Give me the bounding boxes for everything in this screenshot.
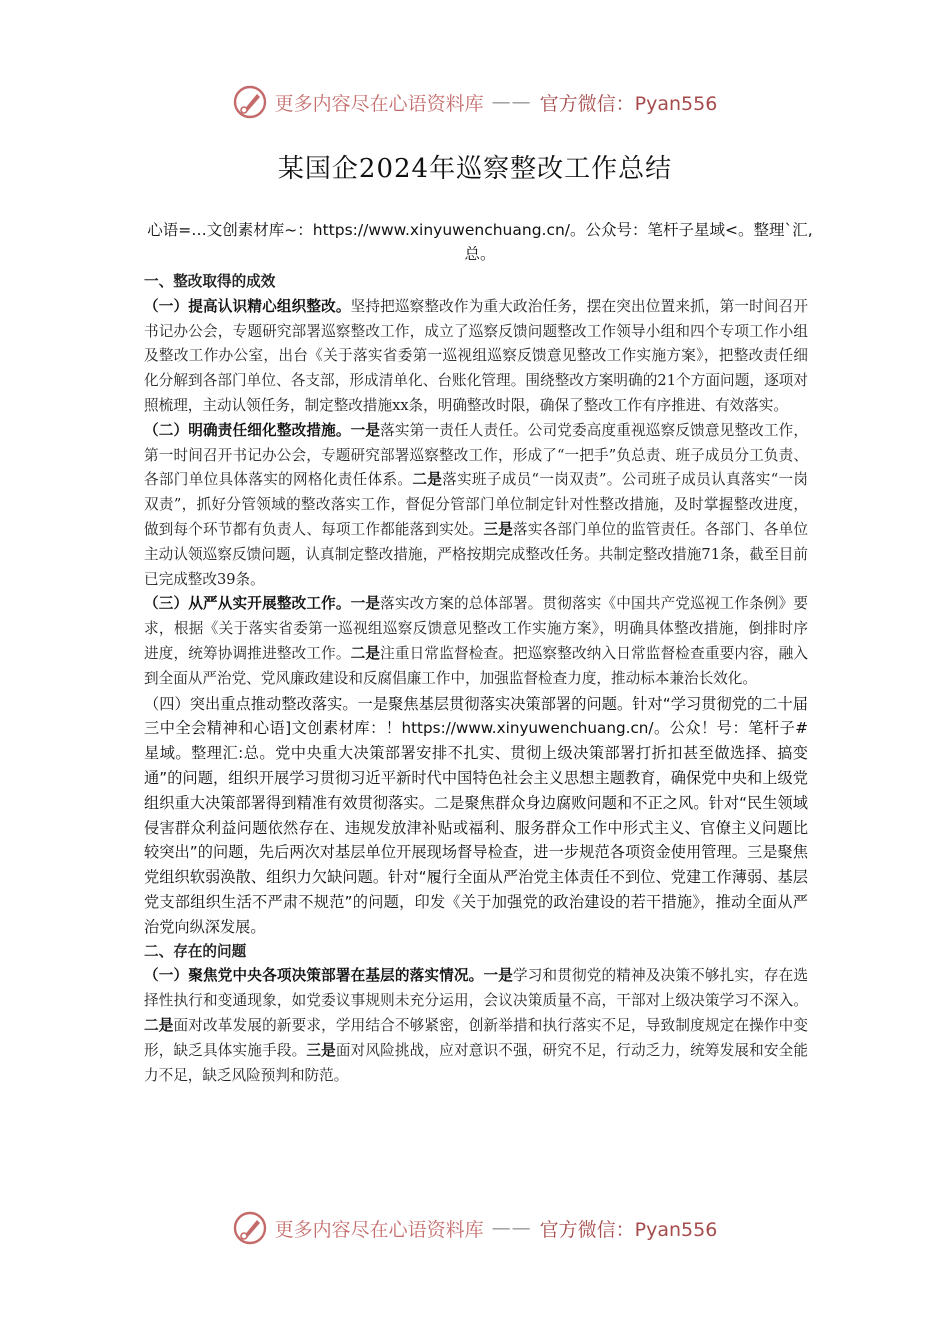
banner-cta: 官方微信：Pyan556	[539, 1218, 718, 1241]
banner-dash: ——	[491, 91, 532, 113]
paragraph-1-1	[144, 295, 808, 419]
watermark-banner-bottom	[0, 1208, 950, 1248]
paragraph-lead: （一）提高认识精心组织整改。	[144, 297, 351, 315]
paragraph-text: 落实第一责任人责任。公司党委高度重视巡察反馈意见整改工作，第一时间召开书记办公会，专题研究部署巡察整改工作，形成了“一把手”负总责、班子成员分工负责、各部门单位具体落实的网格化责任体系。	[144, 421, 808, 489]
banner-cta: 官方微信：Pyan556	[539, 92, 718, 115]
paragraph-1-3	[144, 592, 808, 691]
paragraph-text: 坚持把巡察整改作为重大政治任务，摆在突出位置来抓，第一时间召开书记办公会，专题研究部署巡察整改工作，成立了巡察反馈问题整改工作领导小组和四个专项工作小组及整改工作办公室，出台《关于落实省委第一巡视组巡察反馈意见整改工作实施方案》，把整改责任细化分解到各部门单位、各支部，形成清单化、台账化管理。围绕整改方案明确的21个方面问题，逐项对照梳理，主动认领任务，制定整改措施xx条，明确整改时限，确保了整改工作有序推进、有效落实。	[144, 297, 808, 414]
pen-logo-icon	[233, 1211, 267, 1245]
paragraph-lead: （三）从严从实开展整改工作。	[144, 595, 351, 613]
ordinal-third: 三是	[483, 520, 513, 538]
ordinal-first: 一是	[350, 595, 381, 613]
paragraph-text: 面对风险挑战，应对意识不强，研究不足，行动乏力，统筹发展和安全能力不足，缺乏风险预判和防范。	[144, 1041, 808, 1084]
ordinal-second: 二是	[144, 1016, 174, 1034]
paragraph-text: 落实各部门单位的监管责任。各部门、各单位主动认领巡察反馈问题，认真制定整改措施，严格按期完成整改任务。共制定整改措施71条，截至目前已完成整改39条。	[144, 520, 808, 588]
source-note: 心语=…文创素材库~：https://www.xinyuwenchuang.cn/。公众号：笔杆子星域<。整理`汇,总。	[147, 221, 813, 263]
paragraph-1-2	[144, 419, 808, 593]
ordinal-first: 一是	[483, 967, 513, 985]
pen-logo-icon	[233, 85, 267, 119]
paragraph-1-4: （四）突出重点推动整改落实。一是聚焦基层贯彻落实决策部署的问题。针对“学习贯彻党的二十届三中全会精神和心语]文创素材库：！https://www.xinyuwenchuang.cn/。公众！号：笔杆子#星域。整理汇:总。党中央重大决策部署安排不扎实、贯彻上级决策部署打折扣甚至做选择、搞变通”的问题，组织开展学习贯彻习近平新时代中国特色社会主义思想主题教育，确保党中央和上级党组织重大决策部署得到精准有效贯彻落实。二是聚焦群众身边腐败问题和不正之风。针对“民生领域侵害群众利益问题依然存在、违规发放津补贴或福利、服务群众工作中形式主义、官僚主义问题比较突出”的问题，先后两次对基层单位开展现场督导检查，进一步规范各项资金使用管理。三是聚焦党组织软弱涣散、组织力欠缺问题。针对“履行全面从严治党主体责任不到位、党建工作薄弱、基层党支部组织生活不严肃不规范”的问题，印发《关于加强党的政治建设的若干措施》，推动全面从严治党向纵深发展。	[144, 694, 808, 936]
ordinal-second: 二是	[350, 644, 381, 662]
banner-text: 更多内容尽在心语资料库	[274, 1218, 484, 1241]
ordinal-second: 二是	[412, 471, 443, 489]
document-body	[144, 270, 808, 1088]
banner-dash: ——	[491, 1217, 532, 1239]
paragraph-text: 落实班子成员“一岗双责”。公司班子成员认真落实“一岗双责”，抓好分管领域的整改落实工作，督促分管部门单位制定针对性整改措施，及时掌握整改进度，做到每个环节都有负责人、每项工作都能落到实处。	[144, 471, 808, 538]
watermark-banner-top	[0, 82, 950, 122]
paragraph-text: 注重日常监督检查。把巡察整改纳入日常监督检查重要内容，融入到全面从严治党、党风廉政建设和反腐倡廉工作中，加强监督检查力度，推动标本兼治长效化。	[144, 644, 808, 687]
ordinal-first: 一是	[350, 421, 381, 439]
section-heading-achievements: 一、整改取得的成效	[144, 273, 276, 290]
paragraph-text: 学习和贯彻党的精神及决策不够扎实，存在选择性执行和变通现象，如党委议事规则未充分运用，会议决策质量不高，干部对上级决策学习不深入。	[144, 967, 808, 1010]
section-heading-problems: 二、存在的问题	[144, 942, 247, 960]
document-title: 某国企2024年巡察整改工作总结	[277, 154, 673, 184]
ordinal-third: 三是	[306, 1041, 336, 1059]
paragraph-2-1	[144, 964, 808, 1088]
paragraph-lead: （一）聚焦党中央各项决策部署在基层的落实情况。	[144, 967, 484, 985]
paragraph-text: 落实改方案的总体部署。贯彻落实《中国共产党巡视工作条例》要求，根据《关于落实省委第一巡视组巡察反馈意见整改工作实施方案》，明确具体整改措施，倒排时序进度，统筹协调推进整改工作。	[144, 595, 808, 662]
paragraph-text: 面对改革发展的新要求，学用结合不够紧密，创新举措和执行落实不足，导致制度规定在操作中变形，缺乏具体实施手段。	[144, 1016, 808, 1059]
banner-text: 更多内容尽在心语资料库	[274, 92, 484, 115]
paragraph-lead: （二）明确责任细化整改措施。	[144, 421, 351, 439]
